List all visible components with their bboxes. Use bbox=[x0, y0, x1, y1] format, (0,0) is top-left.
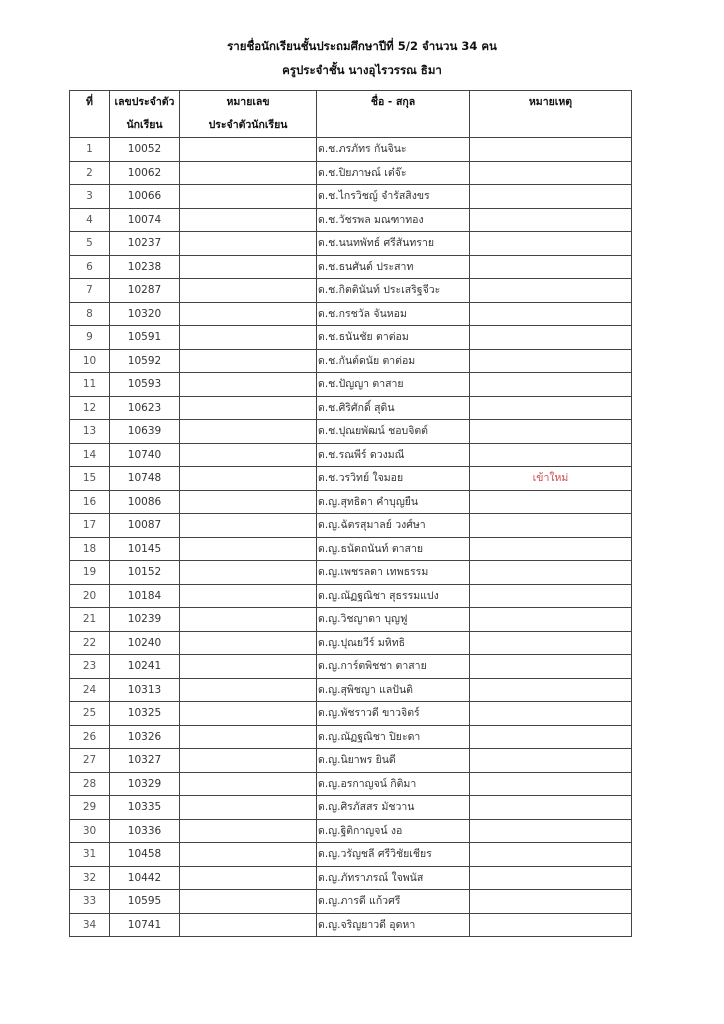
row-note bbox=[470, 819, 632, 843]
citizen-id bbox=[180, 490, 317, 514]
citizen-id bbox=[180, 866, 317, 890]
citizen-id bbox=[180, 255, 317, 279]
student-id: 10591 bbox=[110, 326, 180, 350]
student-table bbox=[69, 90, 632, 937]
row-number: 29 bbox=[70, 796, 110, 820]
row-number: 18 bbox=[70, 537, 110, 561]
citizen-id bbox=[180, 631, 317, 655]
row-note bbox=[470, 772, 632, 796]
row-number: 28 bbox=[70, 772, 110, 796]
citizen-id bbox=[180, 302, 317, 326]
table-header-row bbox=[70, 91, 632, 138]
row-note bbox=[470, 208, 632, 232]
student-name: ด.ช.ธนศันต์ ประสาท bbox=[317, 255, 470, 279]
table-row bbox=[70, 161, 632, 185]
row-note bbox=[470, 138, 632, 162]
row-note bbox=[470, 514, 632, 538]
citizen-id bbox=[180, 913, 317, 937]
student-id: 10066 bbox=[110, 185, 180, 209]
row-number: 34 bbox=[70, 913, 110, 937]
student-id: 10748 bbox=[110, 467, 180, 491]
citizen-id bbox=[180, 725, 317, 749]
row-note bbox=[470, 678, 632, 702]
table-row bbox=[70, 702, 632, 726]
student-id: 10184 bbox=[110, 584, 180, 608]
citizen-id bbox=[180, 232, 317, 256]
row-number: 5 bbox=[70, 232, 110, 256]
citizen-id bbox=[180, 279, 317, 303]
student-id: 10329 bbox=[110, 772, 180, 796]
student-name: ด.ญ.ศิรภัสสร มัชวาน bbox=[317, 796, 470, 820]
citizen-id bbox=[180, 584, 317, 608]
student-name: ด.ญ.ปุณยวีร์ มหิทธิ bbox=[317, 631, 470, 655]
row-number: 22 bbox=[70, 631, 110, 655]
table-row bbox=[70, 725, 632, 749]
table-row bbox=[70, 655, 632, 679]
student-name: ด.ช.วัชรพล มณฑาทอง bbox=[317, 208, 470, 232]
row-note bbox=[470, 537, 632, 561]
student-id: 10238 bbox=[110, 255, 180, 279]
student-name: ด.ช.ศิริศักดิ์ สุดิน bbox=[317, 396, 470, 420]
student-name: ด.ญ.ภารดี แก้วศรี bbox=[317, 890, 470, 914]
table-row bbox=[70, 490, 632, 514]
row-number: 11 bbox=[70, 373, 110, 397]
citizen-id bbox=[180, 608, 317, 632]
row-number: 27 bbox=[70, 749, 110, 773]
citizen-id bbox=[180, 185, 317, 209]
student-name: ด.ช.ปิยภาษณ์ เต๋จ๊ะ bbox=[317, 161, 470, 185]
student-name: ด.ญ.จริญยาวดี อุดหา bbox=[317, 913, 470, 937]
student-id: 10320 bbox=[110, 302, 180, 326]
table-row bbox=[70, 349, 632, 373]
row-note bbox=[470, 232, 632, 256]
citizen-id bbox=[180, 514, 317, 538]
student-id: 10740 bbox=[110, 443, 180, 467]
citizen-id bbox=[180, 655, 317, 679]
header-citizen-id: หมายเลข ประจำตัวนักเรียน bbox=[180, 91, 317, 138]
student-id: 10086 bbox=[110, 490, 180, 514]
student-id: 10639 bbox=[110, 420, 180, 444]
citizen-id bbox=[180, 796, 317, 820]
citizen-id bbox=[180, 702, 317, 726]
table-row bbox=[70, 678, 632, 702]
row-number: 30 bbox=[70, 819, 110, 843]
student-id: 10335 bbox=[110, 796, 180, 820]
citizen-id bbox=[180, 161, 317, 185]
student-id: 10313 bbox=[110, 678, 180, 702]
row-note bbox=[470, 584, 632, 608]
citizen-id bbox=[180, 772, 317, 796]
row-number: 8 bbox=[70, 302, 110, 326]
student-name: ด.ช.ไกรวิชญ์ จำรัสสิงขร bbox=[317, 185, 470, 209]
row-note bbox=[470, 420, 632, 444]
table-row bbox=[70, 890, 632, 914]
citizen-id bbox=[180, 138, 317, 162]
citizen-id bbox=[180, 467, 317, 491]
table-row bbox=[70, 843, 632, 867]
table-row bbox=[70, 420, 632, 444]
student-name: ด.ช.ธนันชัย ตาต่อม bbox=[317, 326, 470, 350]
table-row bbox=[70, 749, 632, 773]
row-number: 32 bbox=[70, 866, 110, 890]
row-note bbox=[470, 866, 632, 890]
citizen-id bbox=[180, 326, 317, 350]
student-id: 10336 bbox=[110, 819, 180, 843]
citizen-id bbox=[180, 561, 317, 585]
citizen-id bbox=[180, 208, 317, 232]
student-name: ด.ญ.ณัฏฐณิชา ปิยะดา bbox=[317, 725, 470, 749]
table-row bbox=[70, 255, 632, 279]
row-note bbox=[470, 490, 632, 514]
student-name: ด.ช.รณพีร์ ดวงมณี bbox=[317, 443, 470, 467]
table-row bbox=[70, 561, 632, 585]
row-number: 23 bbox=[70, 655, 110, 679]
citizen-id bbox=[180, 396, 317, 420]
table-row bbox=[70, 866, 632, 890]
row-number: 33 bbox=[70, 890, 110, 914]
header-no: ที่ bbox=[70, 91, 110, 138]
table-row bbox=[70, 913, 632, 937]
row-note bbox=[470, 890, 632, 914]
student-name: ด.ญ.สุพิชญา แลปันติ bbox=[317, 678, 470, 702]
student-id: 10241 bbox=[110, 655, 180, 679]
citizen-id bbox=[180, 537, 317, 561]
row-note bbox=[470, 796, 632, 820]
student-id: 10052 bbox=[110, 138, 180, 162]
student-name: ด.ช.ปัญญา ตาสาย bbox=[317, 373, 470, 397]
citizen-id bbox=[180, 819, 317, 843]
row-number: 1 bbox=[70, 138, 110, 162]
table-row bbox=[70, 443, 632, 467]
row-note: เข้าใหม่ bbox=[470, 467, 632, 491]
student-id: 10595 bbox=[110, 890, 180, 914]
student-name: ด.ญ.ณัฏฐณิชา สุธรรมแปง bbox=[317, 584, 470, 608]
student-id: 10741 bbox=[110, 913, 180, 937]
student-name: ด.ญ.สุทธิดา คำบุญยืน bbox=[317, 490, 470, 514]
table-row bbox=[70, 608, 632, 632]
table-row bbox=[70, 396, 632, 420]
table-row bbox=[70, 302, 632, 326]
student-name: ด.ญ.วรัญชลี ศรีวิชัยเชียร bbox=[317, 843, 470, 867]
student-name: ด.ช.ภรภัทร กันจินะ bbox=[317, 138, 470, 162]
row-number: 31 bbox=[70, 843, 110, 867]
student-id: 10239 bbox=[110, 608, 180, 632]
row-number: 10 bbox=[70, 349, 110, 373]
row-note bbox=[470, 725, 632, 749]
student-id: 10237 bbox=[110, 232, 180, 256]
row-number: 25 bbox=[70, 702, 110, 726]
student-name: ด.ช.นนทพัทธ์ ศรีสันทราย bbox=[317, 232, 470, 256]
row-note bbox=[470, 161, 632, 185]
row-note bbox=[470, 185, 632, 209]
row-note bbox=[470, 302, 632, 326]
row-number: 6 bbox=[70, 255, 110, 279]
row-number: 20 bbox=[70, 584, 110, 608]
table-row bbox=[70, 584, 632, 608]
table-row bbox=[70, 138, 632, 162]
student-id: 10152 bbox=[110, 561, 180, 585]
student-name: ด.ญ.ฐิติกาญจน์ งอ bbox=[317, 819, 470, 843]
document-title: รายชื่อนักเรียนชั้นประถมศึกษาปีที่ 5/2 จำนวน 34 คน bbox=[227, 39, 497, 53]
row-number: 12 bbox=[70, 396, 110, 420]
row-note bbox=[470, 443, 632, 467]
row-number: 19 bbox=[70, 561, 110, 585]
table-row bbox=[70, 208, 632, 232]
table-row bbox=[70, 467, 632, 491]
teacher-line: ครูประจำชั้น นางอุไรวรรณ ธิมา bbox=[282, 63, 442, 77]
row-note bbox=[470, 373, 632, 397]
row-number: 14 bbox=[70, 443, 110, 467]
table-row bbox=[70, 232, 632, 256]
row-number: 21 bbox=[70, 608, 110, 632]
row-number: 9 bbox=[70, 326, 110, 350]
student-name: ด.ญ.ธนัตถนันท์ ตาสาย bbox=[317, 537, 470, 561]
student-name: ด.ช.กิตตินันท์ ประเสริฐจีวะ bbox=[317, 279, 470, 303]
citizen-id bbox=[180, 443, 317, 467]
table-row bbox=[70, 185, 632, 209]
student-id: 10458 bbox=[110, 843, 180, 867]
row-note bbox=[470, 608, 632, 632]
table-row bbox=[70, 631, 632, 655]
student-name: ด.ช.วรวิทย์ ใจมอย bbox=[317, 467, 470, 491]
row-note bbox=[470, 279, 632, 303]
table-row bbox=[70, 772, 632, 796]
table-row bbox=[70, 514, 632, 538]
table-row bbox=[70, 373, 632, 397]
student-id: 10062 bbox=[110, 161, 180, 185]
student-id: 10240 bbox=[110, 631, 180, 655]
citizen-id bbox=[180, 373, 317, 397]
header-name: ชื่อ - สกุล bbox=[317, 91, 470, 138]
row-number: 3 bbox=[70, 185, 110, 209]
citizen-id bbox=[180, 890, 317, 914]
student-name: ด.ญ.พัชราวดี ขาวจิตร์ bbox=[317, 702, 470, 726]
row-number: 7 bbox=[70, 279, 110, 303]
row-note bbox=[470, 631, 632, 655]
student-name: ด.ญ.ฉัตรสุมาลย์ วงศ์ษา bbox=[317, 514, 470, 538]
table-row bbox=[70, 279, 632, 303]
student-id: 10593 bbox=[110, 373, 180, 397]
row-note bbox=[470, 749, 632, 773]
citizen-id bbox=[180, 843, 317, 867]
table-row bbox=[70, 796, 632, 820]
table-row bbox=[70, 326, 632, 350]
student-id: 10287 bbox=[110, 279, 180, 303]
student-name: ด.ญ.นิยาพร ยินดี bbox=[317, 749, 470, 773]
student-name: ด.ช.กันต์ดนัย ตาต่อม bbox=[317, 349, 470, 373]
row-note bbox=[470, 396, 632, 420]
student-id: 10592 bbox=[110, 349, 180, 373]
row-number: 24 bbox=[70, 678, 110, 702]
row-number: 17 bbox=[70, 514, 110, 538]
row-note bbox=[470, 913, 632, 937]
row-note bbox=[470, 843, 632, 867]
row-note bbox=[470, 349, 632, 373]
student-name: ด.ญ.อรกาญจน์ กิติมา bbox=[317, 772, 470, 796]
row-number: 15 bbox=[70, 467, 110, 491]
student-id: 10442 bbox=[110, 866, 180, 890]
student-id: 10087 bbox=[110, 514, 180, 538]
row-note bbox=[470, 702, 632, 726]
student-name: ด.ญ.ภัทราภรณ์ ใจพนัส bbox=[317, 866, 470, 890]
student-name: ด.ญ.เพชรลดา เทพธรรม bbox=[317, 561, 470, 585]
row-note bbox=[470, 655, 632, 679]
citizen-id bbox=[180, 678, 317, 702]
citizen-id bbox=[180, 749, 317, 773]
row-number: 16 bbox=[70, 490, 110, 514]
citizen-id bbox=[180, 349, 317, 373]
row-number: 4 bbox=[70, 208, 110, 232]
student-name: ด.ช.ปุณยพัฒน์ ชอบจิตต์ bbox=[317, 420, 470, 444]
row-note bbox=[470, 326, 632, 350]
table-row bbox=[70, 819, 632, 843]
student-id: 10326 bbox=[110, 725, 180, 749]
row-number: 2 bbox=[70, 161, 110, 185]
student-id: 10325 bbox=[110, 702, 180, 726]
student-id: 10327 bbox=[110, 749, 180, 773]
row-note bbox=[470, 561, 632, 585]
student-id: 10074 bbox=[110, 208, 180, 232]
student-name: ด.ช.กรชวัล จันหอม bbox=[317, 302, 470, 326]
row-number: 13 bbox=[70, 420, 110, 444]
student-id: 10623 bbox=[110, 396, 180, 420]
citizen-id bbox=[180, 420, 317, 444]
header-student-id: เลขประจำตัว นักเรียน bbox=[110, 91, 180, 138]
header-note: หมายเหตุ bbox=[470, 91, 632, 138]
row-note bbox=[470, 255, 632, 279]
student-name: ด.ญ.วิชญาดา บุญฟู bbox=[317, 608, 470, 632]
student-name: ด.ญ.การ์ตพิชชา ตาสาย bbox=[317, 655, 470, 679]
row-number: 26 bbox=[70, 725, 110, 749]
table-row bbox=[70, 537, 632, 561]
student-id: 10145 bbox=[110, 537, 180, 561]
